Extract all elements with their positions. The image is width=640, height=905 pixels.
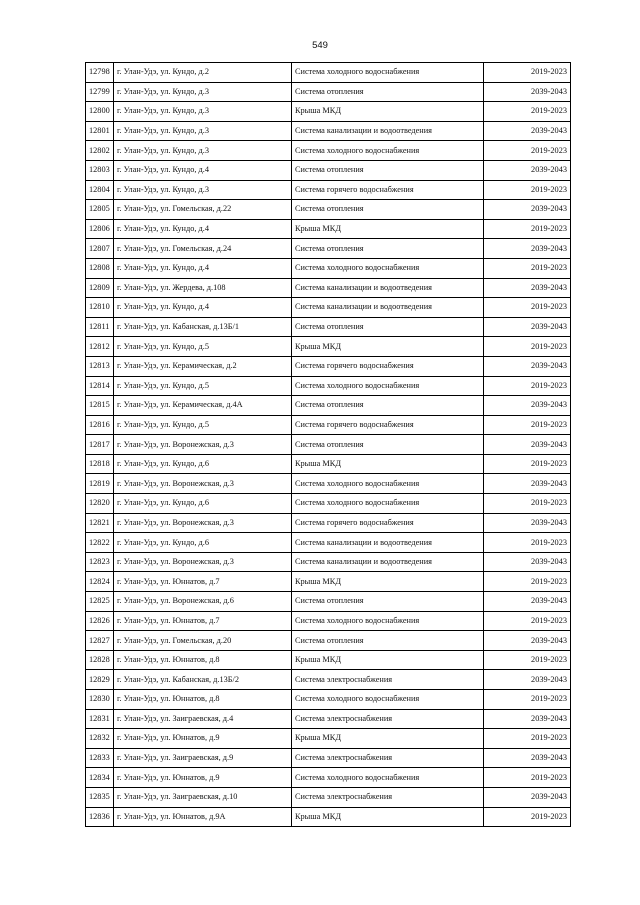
row-number-cell: 12816	[86, 415, 114, 435]
table-row	[86, 513, 571, 533]
table-row	[86, 552, 571, 572]
system-cell: Крыша МКД	[292, 454, 484, 474]
table-row	[86, 787, 571, 807]
period-cell: 2039-2043	[484, 121, 571, 141]
system-cell: Система холодного водоснабжения	[292, 141, 484, 161]
page-number: 549	[312, 40, 328, 51]
address-cell: г. Улан-Удэ, ул. Юннатов, д.8	[114, 650, 292, 670]
row-number-cell: 12832	[86, 729, 114, 749]
system-cell: Система холодного водоснабжения	[292, 376, 484, 396]
row-number-cell: 12804	[86, 180, 114, 200]
table-row	[86, 200, 571, 220]
row-number-cell: 12806	[86, 219, 114, 239]
table-row	[86, 611, 571, 631]
register-table-body	[86, 63, 571, 827]
row-number-cell: 12820	[86, 494, 114, 514]
address-cell: г. Улан-Удэ, ул. Кундо, д.4	[114, 219, 292, 239]
period-cell: 2039-2043	[484, 82, 571, 102]
address-cell: г. Улан-Удэ, ул. Заиграевская, д.10	[114, 787, 292, 807]
period-cell: 2039-2043	[484, 631, 571, 651]
table-row	[86, 258, 571, 278]
period-cell: 2039-2043	[484, 552, 571, 572]
row-number-cell: 12818	[86, 454, 114, 474]
address-cell: г. Улан-Удэ, ул. Керамическая, д.4А	[114, 396, 292, 416]
system-cell: Система отопления	[292, 160, 484, 180]
address-cell: г. Улан-Удэ, ул. Юннатов, д.7	[114, 572, 292, 592]
row-number-cell: 12823	[86, 552, 114, 572]
system-cell: Система электроснабжения	[292, 748, 484, 768]
address-cell: г. Улан-Удэ, ул. Кундо, д.3	[114, 102, 292, 122]
address-cell: г. Улан-Удэ, ул. Жердева, д.108	[114, 278, 292, 298]
table-row	[86, 690, 571, 710]
address-cell: г. Улан-Удэ, ул. Юннатов, д.9А	[114, 807, 292, 827]
row-number-cell: 12810	[86, 298, 114, 318]
row-number-cell: 12813	[86, 356, 114, 376]
row-number-cell: 12817	[86, 435, 114, 455]
table-row	[86, 415, 571, 435]
row-number-cell: 12819	[86, 474, 114, 494]
table-row	[86, 180, 571, 200]
period-cell: 2019-2023	[484, 258, 571, 278]
table-row	[86, 396, 571, 416]
system-cell: Крыша МКД	[292, 729, 484, 749]
period-cell: 2039-2043	[484, 356, 571, 376]
address-cell: г. Улан-Удэ, ул. Кундо, д.3	[114, 82, 292, 102]
period-cell: 2019-2023	[484, 337, 571, 357]
row-number-cell: 12824	[86, 572, 114, 592]
period-cell: 2039-2043	[484, 709, 571, 729]
table-row	[86, 494, 571, 514]
system-cell: Система холодного водоснабжения	[292, 611, 484, 631]
period-cell: 2039-2043	[484, 592, 571, 612]
period-cell: 2019-2023	[484, 63, 571, 83]
system-cell: Система отопления	[292, 239, 484, 259]
table-row	[86, 572, 571, 592]
table-row	[86, 435, 571, 455]
row-number-cell: 12828	[86, 650, 114, 670]
system-cell: Крыша МКД	[292, 650, 484, 670]
address-cell: г. Улан-Удэ, ул. Юннатов, д.8	[114, 690, 292, 710]
address-cell: г. Улан-Удэ, ул. Воронежская, д.3	[114, 552, 292, 572]
row-number-cell: 12827	[86, 631, 114, 651]
table-row	[86, 454, 571, 474]
period-cell: 2039-2043	[484, 435, 571, 455]
period-cell: 2019-2023	[484, 729, 571, 749]
address-cell: г. Улан-Удэ, ул. Кундо, д.5	[114, 376, 292, 396]
period-cell: 2019-2023	[484, 219, 571, 239]
row-number-cell: 12826	[86, 611, 114, 631]
period-cell: 2019-2023	[484, 650, 571, 670]
address-cell: г. Улан-Удэ, ул. Гомельская, д.24	[114, 239, 292, 259]
row-number-cell: 12829	[86, 670, 114, 690]
address-cell: г. Улан-Удэ, ул. Кундо, д.6	[114, 454, 292, 474]
address-cell: г. Улан-Удэ, ул. Кундо, д.2	[114, 63, 292, 83]
period-cell: 2039-2043	[484, 396, 571, 416]
system-cell: Система холодного водоснабжения	[292, 474, 484, 494]
address-cell: г. Улан-Удэ, ул. Кундо, д.6	[114, 533, 292, 553]
period-cell: 2019-2023	[484, 690, 571, 710]
address-cell: г. Улан-Удэ, ул. Юннатов, д.9	[114, 768, 292, 788]
address-cell: г. Улан-Удэ, ул. Кундо, д.6	[114, 494, 292, 514]
address-cell: г. Улан-Удэ, ул. Заиграевская, д.9	[114, 748, 292, 768]
period-cell: 2039-2043	[484, 160, 571, 180]
address-cell: г. Улан-Удэ, ул. Воронежская, д.3	[114, 435, 292, 455]
system-cell: Система канализации и водоотведения	[292, 298, 484, 318]
table-row	[86, 670, 571, 690]
system-cell: Система канализации и водоотведения	[292, 121, 484, 141]
period-cell: 2019-2023	[484, 141, 571, 161]
address-cell: г. Улан-Удэ, ул. Кундо, д.3	[114, 121, 292, 141]
system-cell: Система холодного водоснабжения	[292, 690, 484, 710]
table-row	[86, 729, 571, 749]
period-cell: 2019-2023	[484, 102, 571, 122]
row-number-cell: 12835	[86, 787, 114, 807]
table-row	[86, 317, 571, 337]
period-cell: 2039-2043	[484, 513, 571, 533]
system-cell: Система отопления	[292, 435, 484, 455]
address-cell: г. Улан-Удэ, ул. Гомельская, д.20	[114, 631, 292, 651]
period-cell: 2019-2023	[484, 807, 571, 827]
row-number-cell: 12798	[86, 63, 114, 83]
system-cell: Система горячего водоснабжения	[292, 356, 484, 376]
row-number-cell: 12807	[86, 239, 114, 259]
row-number-cell: 12812	[86, 337, 114, 357]
address-cell: г. Улан-Удэ, ул. Кундо, д.4	[114, 160, 292, 180]
system-cell: Система холодного водоснабжения	[292, 494, 484, 514]
system-cell: Система канализации и водоотведения	[292, 278, 484, 298]
address-cell: г. Улан-Удэ, ул. Заиграевская, д.4	[114, 709, 292, 729]
system-cell: Крыша МКД	[292, 219, 484, 239]
period-cell: 2019-2023	[484, 415, 571, 435]
row-number-cell: 12809	[86, 278, 114, 298]
row-number-cell: 12836	[86, 807, 114, 827]
row-number-cell: 12799	[86, 82, 114, 102]
system-cell: Система холодного водоснабжения	[292, 63, 484, 83]
table-row	[86, 709, 571, 729]
address-cell: г. Улан-Удэ, ул. Кундо, д.4	[114, 298, 292, 318]
period-cell: 2019-2023	[484, 180, 571, 200]
address-cell: г. Улан-Удэ, ул. Кундо, д.3	[114, 141, 292, 161]
system-cell: Система горячего водоснабжения	[292, 513, 484, 533]
table-row	[86, 141, 571, 161]
address-cell: г. Улан-Удэ, ул. Керамическая, д.2	[114, 356, 292, 376]
address-cell: г. Улан-Удэ, ул. Кундо, д.4	[114, 258, 292, 278]
period-cell: 2039-2043	[484, 670, 571, 690]
row-number-cell: 12822	[86, 533, 114, 553]
table-row	[86, 748, 571, 768]
system-cell: Система отопления	[292, 200, 484, 220]
row-number-cell: 12802	[86, 141, 114, 161]
system-cell: Система холодного водоснабжения	[292, 258, 484, 278]
table-row	[86, 239, 571, 259]
address-cell: г. Улан-Удэ, ул. Кундо, д.3	[114, 180, 292, 200]
table-row	[86, 278, 571, 298]
address-cell: г. Улан-Удэ, ул. Воронежская, д.3	[114, 474, 292, 494]
system-cell: Крыша МКД	[292, 337, 484, 357]
system-cell: Система электроснабжения	[292, 670, 484, 690]
address-cell: г. Улан-Удэ, ул. Воронежская, д.6	[114, 592, 292, 612]
row-number-cell: 12833	[86, 748, 114, 768]
table-row	[86, 592, 571, 612]
table-row	[86, 337, 571, 357]
system-cell: Система горячего водоснабжения	[292, 180, 484, 200]
table-row	[86, 533, 571, 553]
period-cell: 2039-2043	[484, 239, 571, 259]
row-number-cell: 12805	[86, 200, 114, 220]
system-cell: Система электроснабжения	[292, 787, 484, 807]
system-cell: Система отопления	[292, 82, 484, 102]
table-row	[86, 63, 571, 83]
table-row	[86, 768, 571, 788]
system-cell: Система горячего водоснабжения	[292, 415, 484, 435]
period-cell: 2019-2023	[484, 768, 571, 788]
system-cell: Система канализации и водоотведения	[292, 552, 484, 572]
row-number-cell: 12801	[86, 121, 114, 141]
address-cell: г. Улан-Удэ, ул. Кабанская, д.13Б/1	[114, 317, 292, 337]
period-cell: 2019-2023	[484, 533, 571, 553]
address-cell: г. Улан-Удэ, ул. Кундо, д.5	[114, 415, 292, 435]
table-row	[86, 376, 571, 396]
period-cell: 2039-2043	[484, 317, 571, 337]
period-cell: 2019-2023	[484, 454, 571, 474]
period-cell: 2019-2023	[484, 298, 571, 318]
row-number-cell: 12808	[86, 258, 114, 278]
period-cell: 2039-2043	[484, 787, 571, 807]
table-row	[86, 121, 571, 141]
table-row	[86, 807, 571, 827]
table-row	[86, 631, 571, 651]
row-number-cell: 12821	[86, 513, 114, 533]
row-number-cell: 12825	[86, 592, 114, 612]
system-cell: Система холодного водоснабжения	[292, 768, 484, 788]
table-row	[86, 356, 571, 376]
system-cell: Крыша МКД	[292, 572, 484, 592]
row-number-cell: 12830	[86, 690, 114, 710]
period-cell: 2039-2043	[484, 748, 571, 768]
table-row	[86, 219, 571, 239]
table-row	[86, 102, 571, 122]
row-number-cell: 12831	[86, 709, 114, 729]
system-cell: Система отопления	[292, 317, 484, 337]
period-cell: 2039-2043	[484, 200, 571, 220]
table-row	[86, 82, 571, 102]
row-number-cell: 12814	[86, 376, 114, 396]
table-row	[86, 298, 571, 318]
period-cell: 2019-2023	[484, 494, 571, 514]
period-cell: 2019-2023	[484, 611, 571, 631]
system-cell: Система канализации и водоотведения	[292, 533, 484, 553]
period-cell: 2019-2023	[484, 572, 571, 592]
address-cell: г. Улан-Удэ, ул. Юннатов, д.7	[114, 611, 292, 631]
address-cell: г. Улан-Удэ, ул. Кабанская, д.13Б/2	[114, 670, 292, 690]
row-number-cell: 12811	[86, 317, 114, 337]
period-cell: 2039-2043	[484, 278, 571, 298]
row-number-cell: 12803	[86, 160, 114, 180]
system-cell: Система отопления	[292, 396, 484, 416]
system-cell: Система отопления	[292, 592, 484, 612]
system-cell: Крыша МКД	[292, 807, 484, 827]
row-number-cell: 12800	[86, 102, 114, 122]
table-row	[86, 474, 571, 494]
address-cell: г. Улан-Удэ, ул. Кундо, д.5	[114, 337, 292, 357]
table-row	[86, 650, 571, 670]
period-cell: 2019-2023	[484, 376, 571, 396]
table-row	[86, 160, 571, 180]
address-cell: г. Улан-Удэ, ул. Гомельская, д.22	[114, 200, 292, 220]
row-number-cell: 12834	[86, 768, 114, 788]
row-number-cell: 12815	[86, 396, 114, 416]
period-cell: 2039-2043	[484, 474, 571, 494]
address-cell: г. Улан-Удэ, ул. Воронежская, д.3	[114, 513, 292, 533]
address-cell: г. Улан-Удэ, ул. Юннатов, д.9	[114, 729, 292, 749]
system-cell: Система отопления	[292, 631, 484, 651]
system-cell: Крыша МКД	[292, 102, 484, 122]
system-cell: Система электроснабжения	[292, 709, 484, 729]
register-table	[85, 62, 571, 827]
